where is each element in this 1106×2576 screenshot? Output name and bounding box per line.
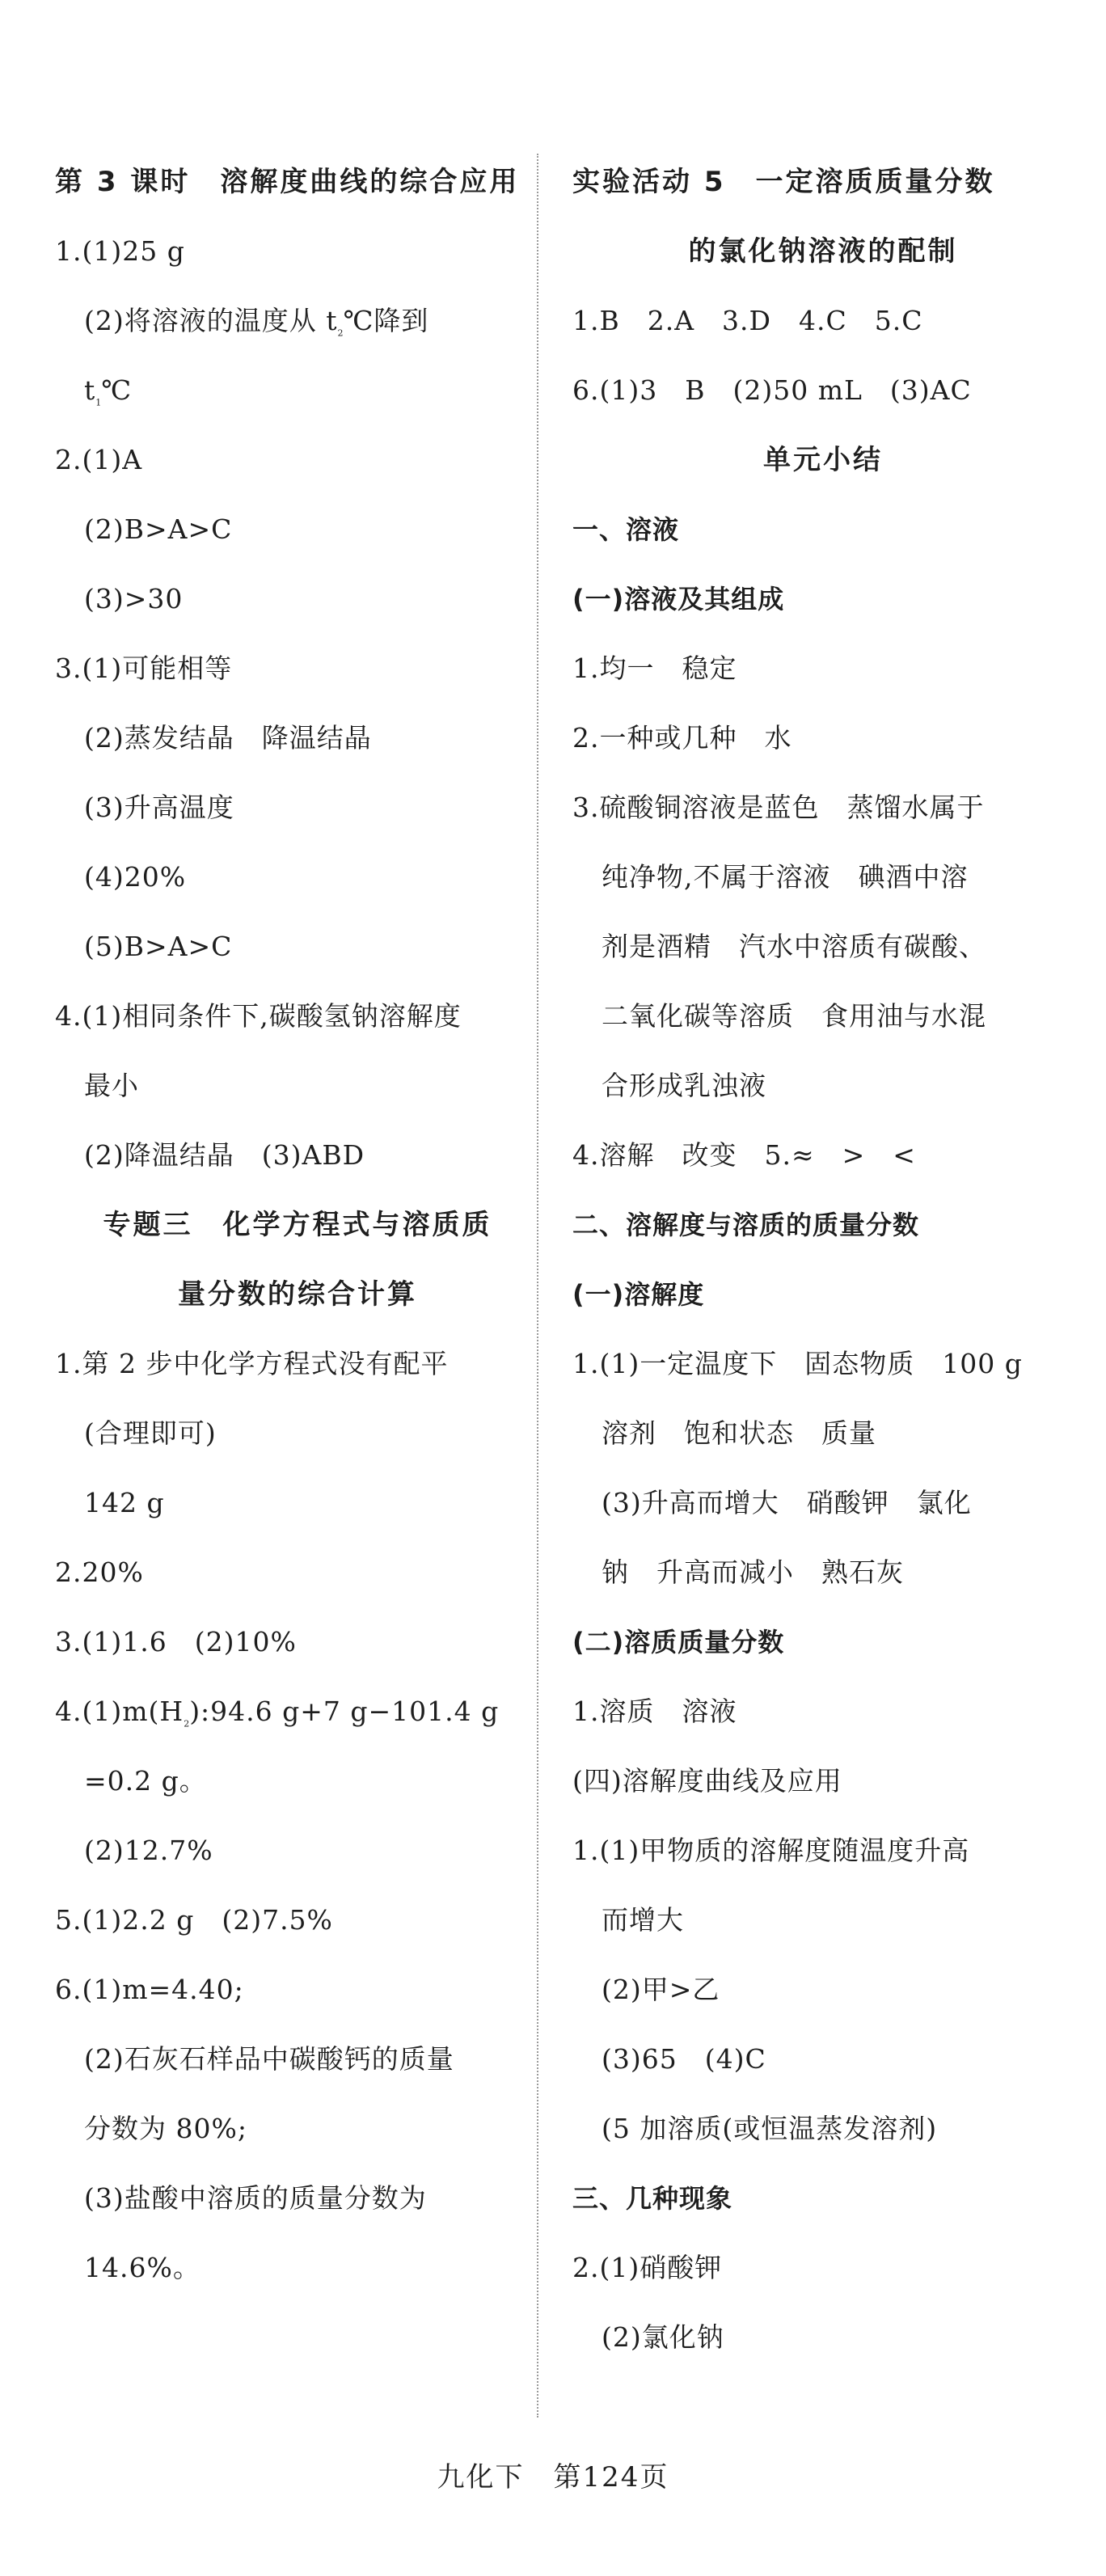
answer-line: (5)B>A>C bbox=[84, 931, 233, 962]
page-footer: 九化下 第124页 bbox=[437, 2461, 669, 2494]
subsection-heading: (四)溶解度曲线及应用 bbox=[572, 1765, 842, 1797]
answer-line: 142 g bbox=[84, 1487, 165, 1518]
topic-heading: 专题三 化学方程式与溶质质 bbox=[103, 1209, 492, 1241]
answer-line: (2)石灰石样品中碳酸钙的质量 bbox=[84, 2043, 454, 2075]
column-divider bbox=[537, 154, 538, 2418]
answer-line: 剂是酒精 汽水中溶质有碳酸、 bbox=[602, 931, 986, 962]
topic-heading: 量分数的综合计算 bbox=[178, 1278, 417, 1311]
subscript: 2 bbox=[184, 1718, 190, 1729]
answer-line: 4.(1)相同条件下,碳酸氢钠溶解度 bbox=[55, 1000, 462, 1032]
answer-line: $4.(1)m(H_2):94.6$ g+7 g−101.4 g bbox=[55, 1696, 500, 1729]
answer-line: 3.(1)可能相等 bbox=[55, 652, 233, 684]
answer-line: 分数为 80%; bbox=[84, 2113, 247, 2144]
answer-line: (2)甲>乙 bbox=[602, 1974, 720, 2005]
answer-line: 2.一种或几种 水 bbox=[572, 722, 792, 754]
answer-line: (5 加溶质(或恒温蒸发溶剂) bbox=[602, 2113, 938, 2144]
answer-line: 最小 bbox=[84, 1070, 139, 1101]
answer-line: (2)降温结晶 (3)ABD bbox=[84, 1139, 365, 1171]
answer-line: (2)12.7% bbox=[84, 1835, 213, 1866]
answer-line: (2)氯化钠 bbox=[602, 2321, 724, 2353]
answer-line: 钠 升高而减小 熟石灰 bbox=[602, 1556, 904, 1588]
section-heading: 三、几种现象 bbox=[572, 2183, 733, 2214]
answer-line: (2)B>A>C bbox=[84, 513, 233, 545]
answer-line: 而增大 bbox=[602, 1904, 684, 1936]
answer-line: 1.(1)25 g bbox=[55, 235, 185, 267]
subscript: 2 bbox=[337, 327, 344, 339]
answer-line: (3)升高温度 bbox=[84, 792, 234, 823]
answer-line: (2)蒸发结晶 降温结晶 bbox=[84, 722, 372, 754]
subsection-heading: (二)溶质质量分数 bbox=[572, 1627, 785, 1658]
answer-line: 6.(1)m=4.40; bbox=[55, 1974, 244, 2005]
answer-line: 溶剂 饱和状态 质量 bbox=[602, 1417, 876, 1449]
answer-line: 2.(1)A bbox=[55, 444, 143, 475]
answer-line: (4)20% bbox=[84, 861, 187, 893]
section-heading: 二、溶解度与溶质的质量分数 bbox=[572, 1210, 920, 1240]
answer-line: 1.(1)一定温度下 固态物质 100 g bbox=[572, 1348, 1023, 1379]
answer-line: (3)升高而增大 硝酸钾 氯化 bbox=[602, 1487, 972, 1518]
subsection-heading: (一)溶解度 bbox=[572, 1279, 705, 1310]
unit-summary-heading: 单元小结 bbox=[763, 444, 883, 476]
subsection-heading: (一)溶液及其组成 bbox=[572, 584, 785, 614]
left-column bbox=[55, 147, 540, 2303]
answer-line: =0.2 g。 bbox=[84, 1765, 207, 1797]
answer-line: (合理即可) bbox=[84, 1417, 217, 1449]
answer-line: 1.溶质 溶液 bbox=[572, 1696, 737, 1727]
answer-line: $t_1℃$ bbox=[84, 374, 133, 408]
answer-line: 5.(1)2.2 g (2)7.5% bbox=[55, 1904, 333, 1936]
activity-heading: 的氯化钠溶液的配制 bbox=[688, 235, 958, 268]
answer-line: 1.均一 稳定 bbox=[572, 652, 737, 684]
answer-line: 2.20% bbox=[55, 1556, 144, 1588]
answer-line: 1.B 2.A 3.D 4.C 5.C bbox=[572, 305, 923, 336]
answer-line: 3.硫酸铜溶液是蓝色 蒸馏水属于 bbox=[572, 792, 985, 823]
section-heading: 一、溶液 bbox=[572, 514, 680, 545]
answer-line: 2.(1)硝酸钾 bbox=[572, 2252, 723, 2283]
answer-line: (2)将溶液的温度从 $t_2℃$降到 bbox=[84, 305, 429, 339]
answer-line: (3)65 (4)C bbox=[602, 2043, 766, 2075]
answer-line: 纯净物,不属于溶液 碘酒中溶 bbox=[602, 861, 969, 893]
right-column bbox=[572, 147, 1074, 2372]
answer-line: (3)>30 bbox=[84, 583, 184, 614]
answer-line: 6.(1)3 B (2)50 mL (3)AC bbox=[572, 374, 972, 406]
answer-line: 1.(1)甲物质的溶解度随温度升高 bbox=[572, 1835, 970, 1866]
lesson-heading: 第 3 课时 溶解度曲线的综合应用 bbox=[55, 166, 520, 198]
activity-heading: 实验活动 5 一定溶质质量分数 bbox=[572, 166, 995, 198]
subscript: 1 bbox=[95, 397, 102, 408]
answer-line: 合形成乳浊液 bbox=[602, 1070, 766, 1101]
answer-line: 二氧化碳等溶质 食用油与水混 bbox=[602, 1000, 986, 1032]
answer-line: 4.溶解 改变 5.≈ > < bbox=[572, 1139, 916, 1171]
answer-line: (3)盐酸中溶质的质量分数为 bbox=[84, 2182, 427, 2214]
answer-line: 1.第 2 步中化学方程式没有配平 bbox=[55, 1348, 449, 1379]
answer-line: 14.6%。 bbox=[84, 2252, 201, 2283]
answer-line: 3.(1)1.6 (2)10% bbox=[55, 1626, 297, 1658]
